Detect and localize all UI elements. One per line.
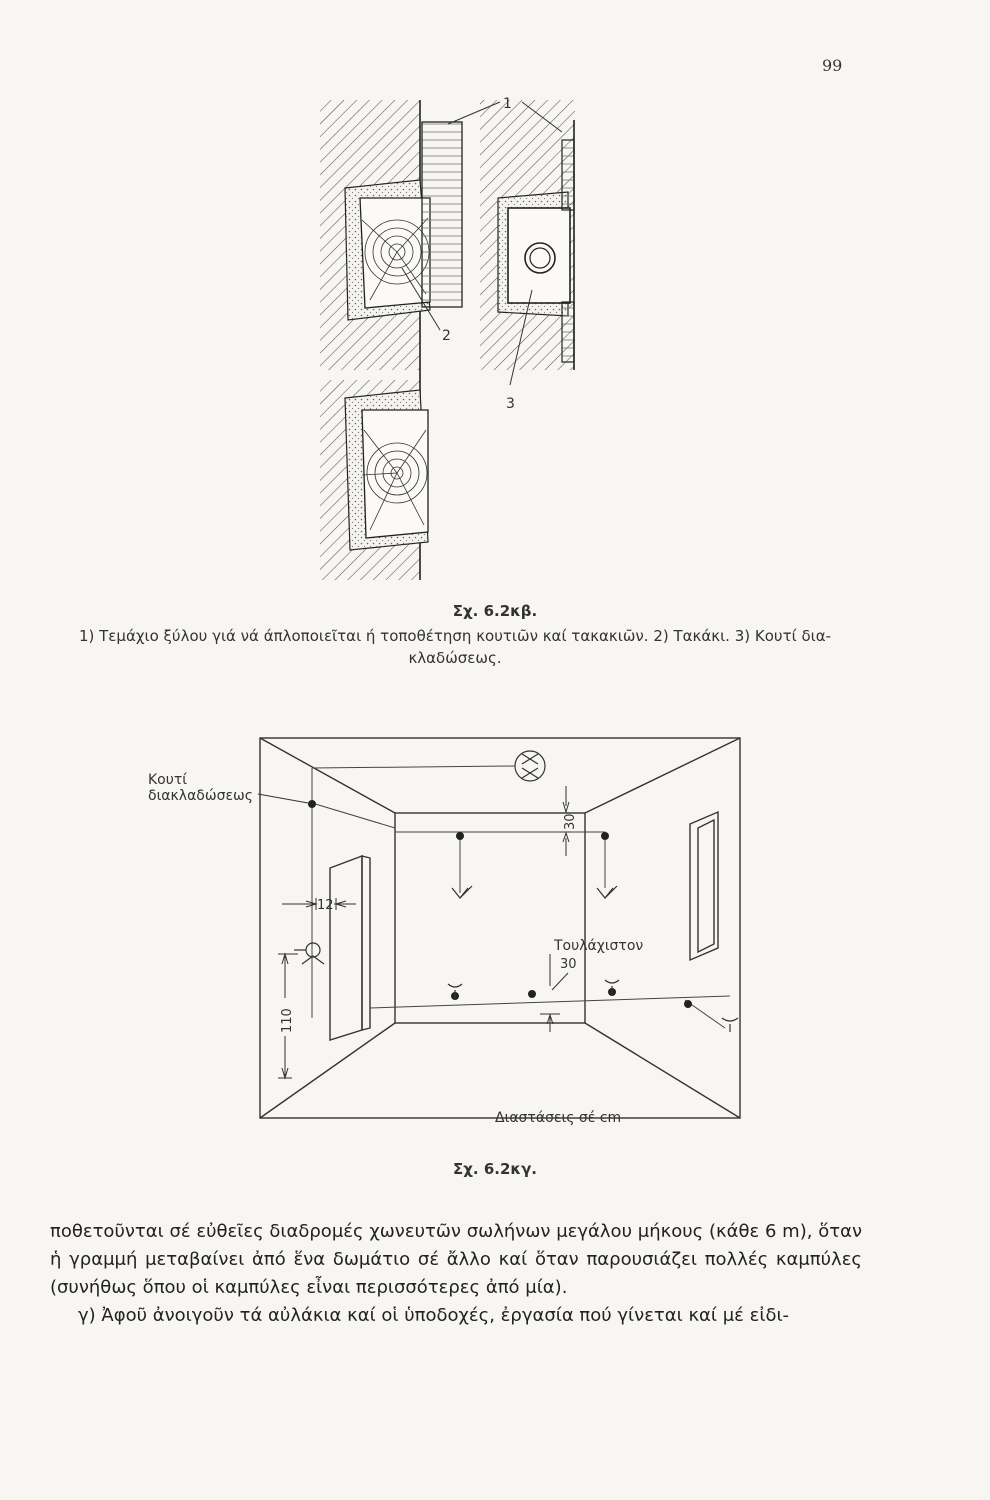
paragraph-1: ποθετοῦνται σέ εὐθεῖες διαδρομές χωνευτῶν σωλήνων μεγάλου μήκους (κάθε 6 m), ὅταν ἡ γραμμή μεταβαίνει ἀπό ἕνα δωμάτιο σέ ἄλλο καί ὅταν παρουσιάζει πολλές καμπύλες (συνήθως ὅπου οἱ καμπύλες εἶναι περισσότερες ἀπό μία).: [50, 1221, 862, 1298]
door: [330, 856, 370, 1040]
right-wood-strip-top: [562, 140, 574, 210]
wood-plug-lower: [362, 410, 428, 538]
junction-box-label-line2: διακλαδώσεως: [148, 788, 253, 804]
wood-strip: [422, 122, 462, 307]
figure-b-caption-text: 1) Τεμάχιο ξύλου γιά νά άπλοποιεῖται ή τοποθέτηση κουτιῶν καί τακακιῶν. 2) Τακάκι. 3) Κουτί δια- κλαδώσεως.: [78, 627, 832, 667]
figure-b-caption-title: Σχ. 6.2κβ.: [452, 602, 538, 620]
paragraph-2: γ) Ἀφοῦ ἀνοιγοῦν τά αὐλάκια καί οἱ ὑποδοχές, ἐργασία πού γίνεται καί μέ εἰδι-: [78, 1305, 790, 1326]
junction-box: [508, 208, 570, 303]
room-outer-frame: [260, 738, 740, 1118]
room-perspective-drawing: [130, 728, 770, 1148]
junction-box-label-line1: Κουτί: [148, 772, 188, 788]
box-label-leader: [258, 794, 308, 803]
label-3: 3: [506, 396, 515, 412]
wood-plug-upper: [360, 198, 430, 308]
conduit-lines: [312, 766, 730, 1028]
junction-box-dot: [308, 800, 316, 808]
label-2: 2: [442, 328, 451, 344]
figure-wall-section: [300, 80, 620, 590]
wall-box-dot-1: [456, 832, 464, 840]
dim-30-top-label: 30: [563, 813, 578, 830]
socket-dot-4: [684, 1000, 692, 1008]
dim-30-min-label: 30: [560, 957, 577, 972]
room-walls: [260, 738, 740, 1118]
socket-dot-2: [528, 990, 536, 998]
window: [690, 812, 718, 960]
right-wood-strip-bottom: [562, 302, 574, 362]
page-number: 99: [822, 56, 843, 75]
wall-section-drawing: [300, 80, 620, 590]
units-note: Διαστάσεις σέ cm: [495, 1110, 622, 1126]
figure-c-caption-title: Σχ. 6.2κγ.: [453, 1160, 537, 1178]
outlet-symbols: [448, 886, 738, 1032]
dim-12-label: 12: [317, 898, 334, 913]
minimum-label: Τουλάχιστον: [554, 938, 644, 954]
label-1: 1: [503, 96, 512, 112]
figure-room-layout: [130, 728, 770, 1148]
wall-box-dot-2: [601, 832, 609, 840]
ceiling-light-icon: [515, 751, 545, 781]
bell-icon: [294, 943, 324, 964]
body-text: [50, 1218, 862, 1330]
dim-110-label: 110: [280, 1008, 295, 1033]
back-wall: [395, 813, 585, 1023]
